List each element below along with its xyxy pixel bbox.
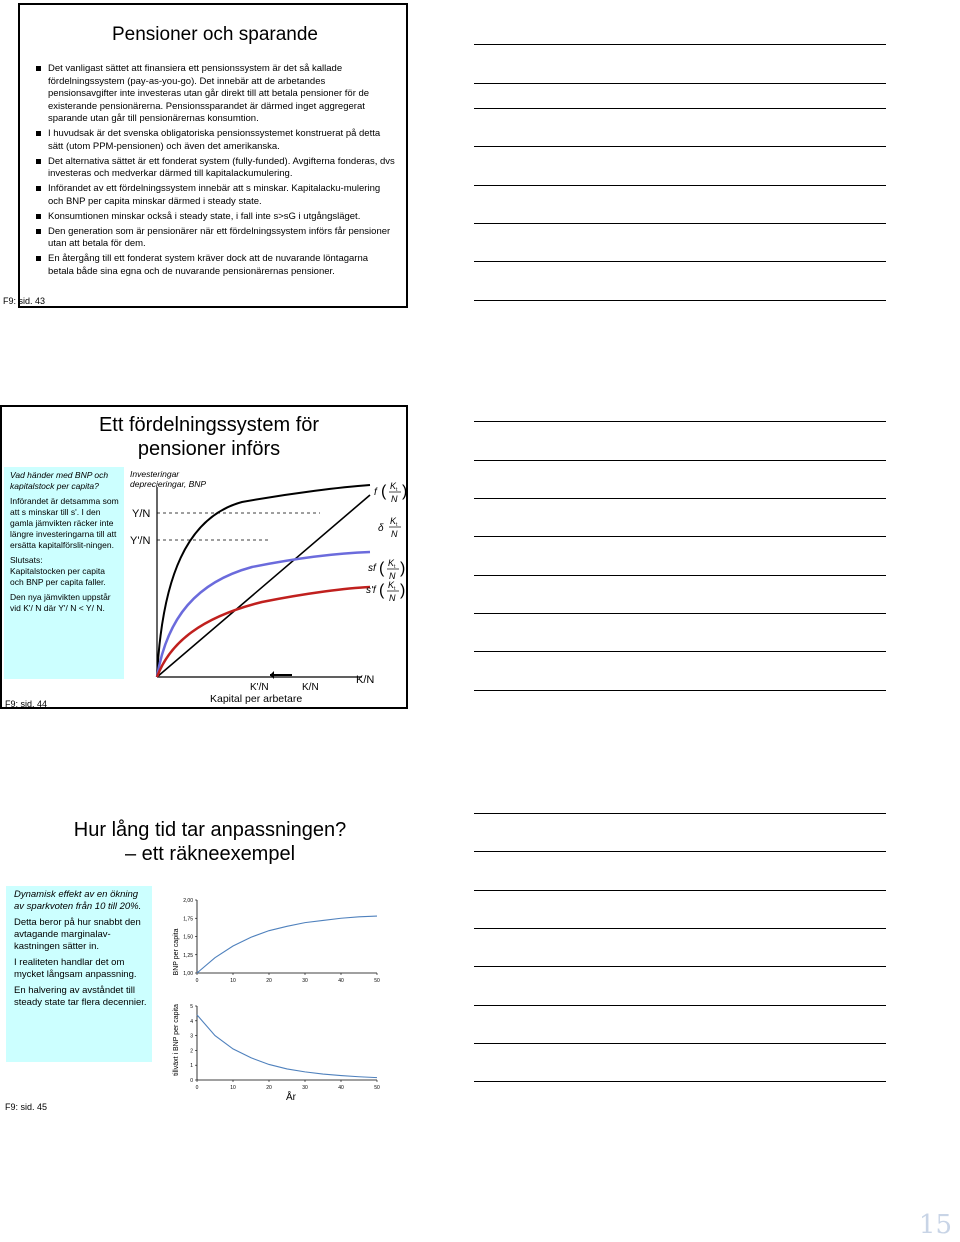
chart1-x-tick-label: 20 — [266, 978, 272, 984]
svg-text:K: K — [388, 558, 395, 568]
chart2-y-tick-label: 4 — [190, 1018, 193, 1025]
svg-text:δ: δ — [378, 523, 384, 534]
solow-diagram — [2, 407, 408, 707]
chart2-x-tick-label: 40 — [338, 1085, 344, 1091]
label-f — [374, 481, 407, 504]
svg-text:N: N — [389, 571, 396, 581]
slide-number-label: F9: sid. 45 — [5, 1102, 48, 1112]
svg-text:t: t — [396, 522, 398, 528]
sf-curve — [157, 552, 370, 677]
chart2-y-tick-label: 0 — [190, 1078, 193, 1084]
slide-45 — [0, 808, 408, 1112]
chart2-x-tick-label: 50 — [374, 1085, 380, 1091]
svg-text:(: ( — [379, 582, 385, 599]
y-tick-label: Y'/N — [130, 535, 151, 547]
chart1-series-line — [197, 916, 377, 973]
chart2-y-tick-label: 2 — [190, 1048, 193, 1055]
chart1-x-tick-label: 40 — [338, 978, 344, 984]
chart1-y-tick-label: 1,00 — [183, 971, 193, 977]
bullet-item: Införandet av ett fördelningssystem innebär att s minskar. Kapitalacku-mulering och BNP per capita minskar därmed i steady state. — [36, 183, 396, 208]
chart2-series-line — [197, 1015, 377, 1078]
chart1-y-tick-label: 1,25 — [183, 952, 193, 959]
chart2-x-tick-label: 30 — [302, 1085, 308, 1091]
info-conclusion-heading: Slutsats: — [10, 555, 43, 565]
svg-text:(: ( — [379, 560, 385, 577]
depreciation-line — [157, 495, 370, 677]
y-tick-label: Y/N — [132, 508, 151, 520]
svg-text:f: f — [374, 487, 377, 498]
s2f-curve — [157, 587, 370, 677]
slide-title: Pensioner och sparande — [112, 24, 318, 45]
svg-text:): ) — [400, 582, 406, 599]
chart1-x-tick-label: 50 — [374, 978, 380, 984]
svg-text:K: K — [390, 481, 397, 491]
adjustment-charts — [2, 810, 402, 1110]
chart1-ylabel: BNP per capita — [173, 928, 180, 976]
svg-text:): ) — [402, 483, 408, 500]
chart2-xlabel: År — [286, 1092, 296, 1103]
page-number: 15 — [918, 1210, 952, 1240]
svg-text:sf: sf — [368, 563, 376, 574]
chart1-y-tick-label: 2,00 — [183, 898, 193, 904]
y-axis-label: deprecieringar, BNP — [130, 479, 207, 489]
bullet-list — [36, 63, 396, 281]
svg-text:N: N — [391, 494, 398, 504]
y-axis-label: Investeringar — [130, 469, 180, 479]
chart2-x-tick-label: 0 — [195, 1085, 199, 1091]
info-question: Vad händer med BNP och kapitalstock per capita? — [10, 470, 109, 491]
label-sf — [368, 558, 405, 581]
slide-44 — [0, 405, 408, 709]
svg-text:t: t — [394, 586, 396, 592]
bullet-item: Det vanligast sättet att finansiera ett pensionssystem är det så kallade fördelningssystem (pay-as-you-go). Det innebär att de arbetandes pensionsavgifter inte investeras utan går direkt till att betala pensioner för de existerande pensionärerna. Pensionssparandet är därmed inget aggregerat sparande utan går till pensionärernas konsumtion. — [36, 63, 396, 126]
x-axis-end-label: K/N — [356, 674, 375, 686]
chart2-x-tick-label: 20 — [266, 1085, 272, 1091]
label-delta — [378, 516, 401, 539]
label-s2f — [366, 580, 405, 603]
info-paragraph: I realiteten handlar det om mycket långsam anpassning. — [14, 957, 137, 980]
info-paragraph: Införandet är detsamma som att s minskar till s'. I den gamla jämvikten räcker inte längre investeringarna till att ersätta kapitalförslit-ningen. — [10, 496, 119, 550]
svg-text:t: t — [396, 487, 398, 493]
chart2-y-tick-label: 1 — [190, 1063, 193, 1070]
info-paragraph: Detta beror på hur snabbt den avtagande marginalav-kastningen sätter in. — [14, 917, 141, 952]
svg-text:t: t — [394, 564, 396, 570]
bullet-item: En återgång till ett fonderat system kräver dock att de nuvarande löntagarna betala både sina egna och de nuvarande pensionärernas pensioner. — [36, 253, 396, 278]
svg-text:): ) — [400, 560, 406, 577]
x-tick-label: K'/N — [250, 682, 269, 693]
chart2-ylabel: tillväxt i BNP per capita — [173, 1004, 180, 1076]
bullet-item: Den generation som är pensionärer när ett fördelningssystem införs får pensioner utan att betala för dem. — [36, 226, 396, 251]
slide-43 — [18, 3, 408, 308]
svg-text:K: K — [390, 516, 397, 526]
slide-title: Hur lång tid tar anpassningen? – ett räkneexempel — [73, 819, 347, 865]
chart1-y-tick-label: 1,50 — [183, 934, 193, 941]
bullet-item: Konsumtionen minskar också i steady state, i fall inte s>sG i utgångsläget. — [36, 211, 396, 224]
svg-text:s'f: s'f — [366, 585, 376, 596]
bullet-item: Det alternativa sättet är ett fonderat system (fully-funded). Avgifterna fonderas, dvs investeras och medverkar därmed till kapitalackumulering. — [36, 156, 396, 181]
x-axis-label: Kapital per arbetare — [210, 693, 303, 705]
slide-number-label: F9: sid. 43 — [3, 296, 46, 306]
info-paragraph: Kapitalstocken per capita och BNP per capita faller. — [10, 566, 106, 587]
x-tick-label: K/N — [302, 682, 319, 693]
production-curve — [157, 485, 370, 677]
bullet-item: I huvudsak är det svenska obligatoriska pensionssystemet konstruerat på detta sätt (utom PPM-pensionen) och även det amerikanska. — [36, 128, 396, 153]
svg-text:N: N — [391, 529, 398, 539]
info-paragraph: Dynamisk effekt av en ökning av sparkvoten från 10 till 20%. — [14, 889, 142, 912]
chart2-y-tick-label: 5 — [190, 1004, 193, 1010]
svg-text:K: K — [388, 580, 395, 590]
chart1-x-tick-label: 10 — [230, 978, 236, 984]
chart1-x-tick-label: 30 — [302, 978, 308, 984]
slide-title: Ett fördelningssystem för pensioner införs — [98, 414, 320, 460]
chart2-x-tick-label: 10 — [230, 1085, 236, 1091]
info-paragraph: En halvering av avståndet till steady state tar flera decennier. — [14, 985, 147, 1008]
slide-number-label: F9: sid. 44 — [5, 699, 48, 709]
svg-text:(: ( — [381, 483, 387, 500]
chart1-x-tick-label: 0 — [195, 978, 199, 984]
info-paragraph: Den nya jämvikten uppstår vid K'/ N där Y'/ N < Y/ N. — [10, 592, 111, 613]
chart1-y-tick-label: 1,75 — [183, 916, 193, 923]
svg-text:N: N — [389, 593, 396, 603]
chart2-y-tick-label: 3 — [190, 1033, 193, 1040]
